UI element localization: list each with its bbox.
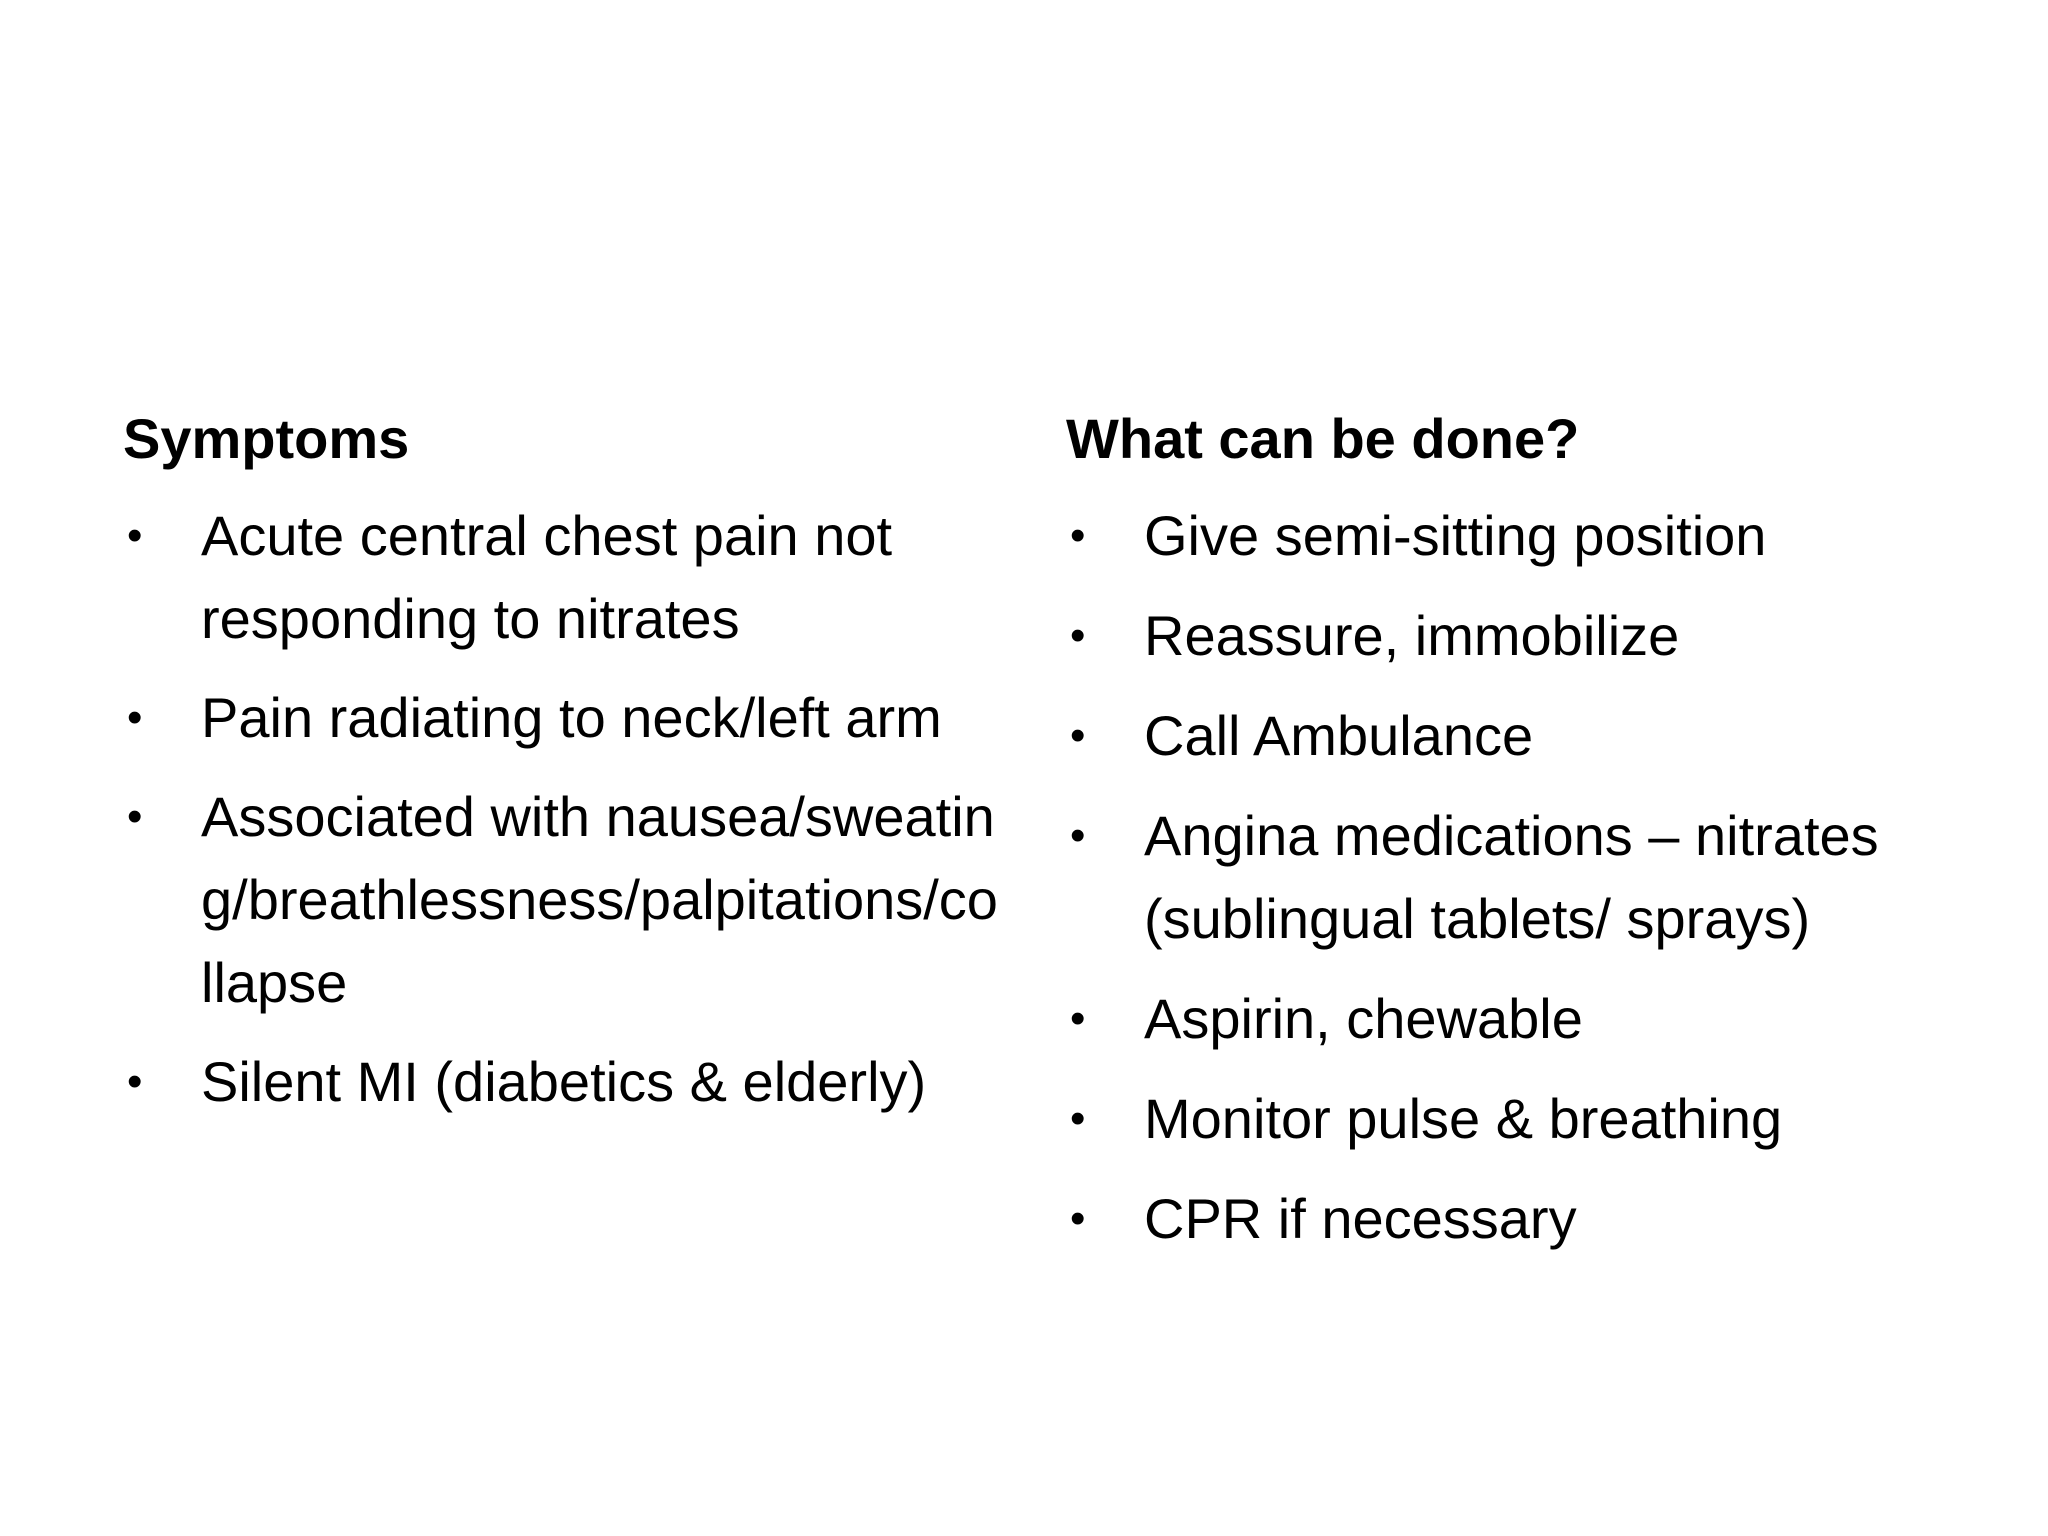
list-item xyxy=(123,775,1003,1024)
action-text: Call Ambulance xyxy=(1144,704,1534,767)
bullet-icon: • xyxy=(1070,511,1086,560)
list-item xyxy=(123,676,1003,759)
actions-heading: What can be done? xyxy=(1066,407,1580,470)
symptoms-list xyxy=(123,494,1003,1123)
bullet-icon: • xyxy=(1070,994,1086,1043)
symptoms-column xyxy=(123,404,1003,1139)
bullet-icon: • xyxy=(1070,1094,1086,1143)
action-text: Monitor pulse & breathing xyxy=(1144,1087,1783,1150)
symptom-text: Pain radiating to neck/left arm xyxy=(201,686,942,749)
bullet-icon: • xyxy=(1070,1194,1086,1243)
list-item xyxy=(1066,794,1966,960)
list-item xyxy=(1066,1177,1966,1260)
action-text: CPR if necessary xyxy=(1144,1187,1577,1250)
bullet-icon: • xyxy=(127,1057,143,1106)
actions-column xyxy=(1066,404,1966,1277)
list-item xyxy=(1066,1077,1966,1160)
bullet-icon: • xyxy=(1070,611,1086,660)
action-text: Reassure, immobilize xyxy=(1144,604,1680,667)
list-item xyxy=(1066,977,1966,1060)
symptoms-heading: Symptoms xyxy=(123,407,410,470)
symptom-text: Silent MI (diabetics & elderly) xyxy=(201,1050,927,1113)
bullet-icon: • xyxy=(1070,711,1086,760)
list-item xyxy=(1066,594,1966,677)
bullet-icon: • xyxy=(127,511,143,560)
bullet-icon: • xyxy=(127,693,143,742)
action-text: Angina medications – nitrates (sublingual tablets/ sprays) xyxy=(1144,804,1879,950)
action-text: Give semi-sitting position xyxy=(1144,504,1767,567)
list-item xyxy=(1066,694,1966,777)
bullet-icon: • xyxy=(127,792,143,841)
list-item xyxy=(123,1040,1003,1123)
bullet-icon: • xyxy=(1070,811,1086,860)
list-item xyxy=(1066,494,1966,577)
symptom-text: Associated with nausea/sweating/breathlessness/palpitations/collapse xyxy=(201,785,998,1014)
action-text: Aspirin, chewable xyxy=(1144,987,1583,1050)
actions-list xyxy=(1066,494,1966,1260)
list-item xyxy=(123,494,1003,660)
symptom-text: Acute central chest pain not responding to nitrates xyxy=(201,504,893,650)
